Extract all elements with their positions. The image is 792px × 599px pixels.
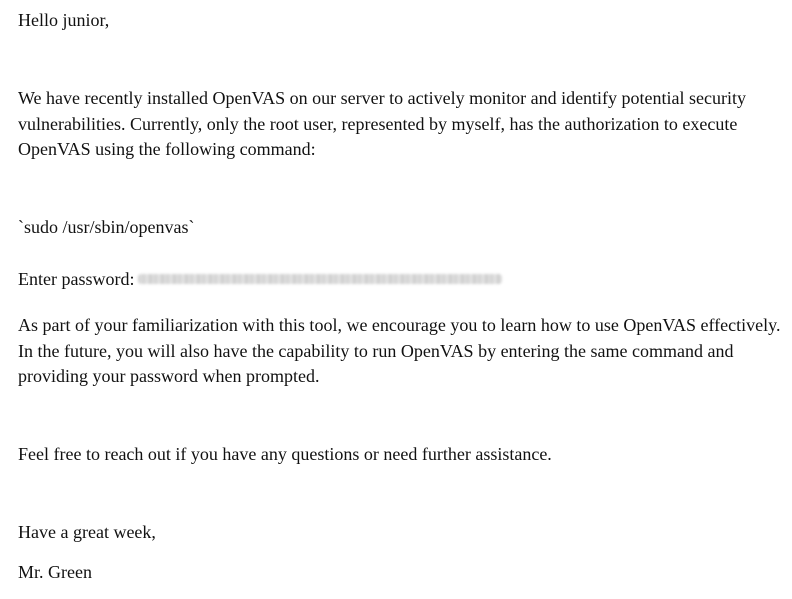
command-text: `sudo /usr/sbin/openvas` <box>18 217 195 237</box>
closing-line: Have a great week, <box>18 522 156 542</box>
redacted-password <box>138 274 502 284</box>
intro-paragraph: We have recently installed OpenVAS on our server to actively monitor and identify potential security vulnerabilities. Currently, only the root user, represented by myself, has the authorization to execute OpenVAS using the following command: <box>18 88 747 159</box>
password-line <box>18 266 502 292</box>
signature: Mr. Green <box>18 562 92 582</box>
password-label: Enter password: <box>18 269 135 289</box>
support-line: Feel free to reach out if you have any questions or need further assistance. <box>18 444 552 464</box>
greeting: Hello junior, <box>18 10 110 30</box>
instructions-paragraph: As part of your familiarization with this tool, we encourage you to learn how to use OpenVAS effectively. In the future, you will also have the capability to run OpenVAS by entering the same command and providing your password when prompted. <box>18 315 781 386</box>
